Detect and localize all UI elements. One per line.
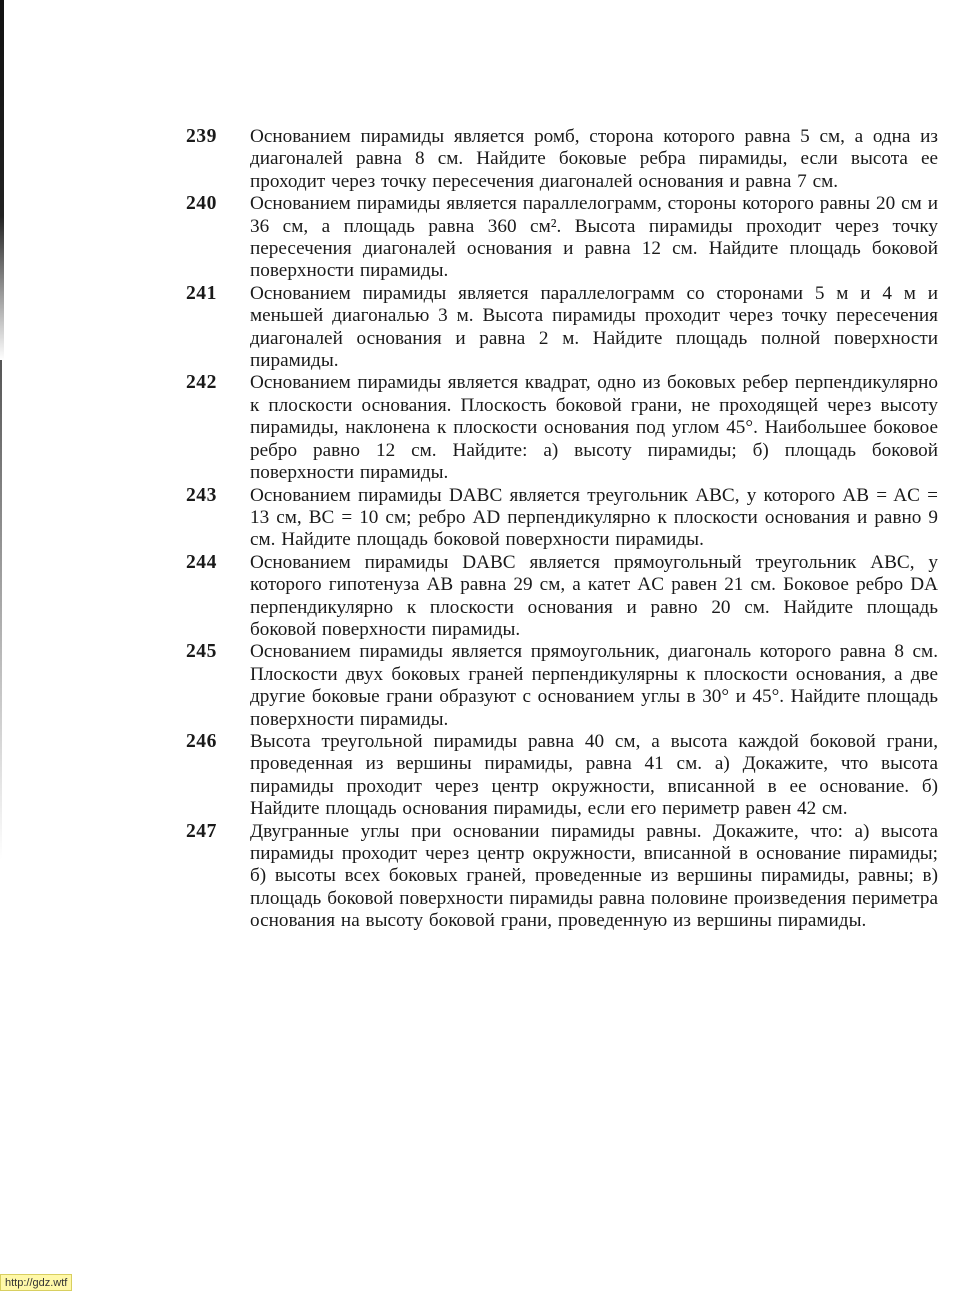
problem-number: 240	[186, 193, 217, 215]
problem-text: Основанием пирамиды является прямоугольник, диагональ которого равна 8 см. Плоскости двух боковых граней перпендикулярны к плоскости основания, а две другие боковые грани образуют с основанием углы в 30° и 45°. Найдите площадь поверхности пирамиды.	[250, 641, 938, 730]
problem-item	[186, 821, 938, 933]
problem-number: 242	[186, 372, 217, 394]
problem-item	[186, 552, 938, 642]
problem-text: Основанием пирамиды является квадрат, одно из боковых ребер перпендикулярно к плоскости основания. Плоскость боковой грани, не проходящей через высоту пирамиды, наклонена к плоскости основания под углом 45°. Наибольшее боковое ребро равно 12 см. Найдите: а) высоту пирамиды; б) площадь боковой поверхности пирамиды.	[250, 372, 938, 484]
problem-number: 245	[186, 641, 217, 663]
problem-text: Основанием пирамиды является параллелограмм со сторонами 5 м и 4 м и меньшей диагональю 3 м. Высота пирамиды проходит через точку пересечения диагоналей основания и равна 2 м. Найдите площадь полной поверхности пирамиды.	[250, 282, 938, 372]
problem-item	[186, 372, 938, 484]
problem-text: Основанием пирамиды является параллелограмм, стороны которого равны 20 см и 36 см, а площадь равна 360 см². Высота пирамиды проходит через точку пересечения диагоналей основания и равна 12 см. Найдите площадь боковой поверхности пирамиды.	[250, 193, 938, 282]
problem-text: Двугранные углы при основании пирамиды равны. Докажите, что: а) высота пирамиды проходит через центр окружности, вписанной в основание пирамиды; б) высоты всех боковых граней, проведенные из вершины пирамиды, равны; в) площадь боковой поверхности пирамиды равна половине произведения периметра основания на высоту боковой грани, проведенную из вершины пирамиды.	[250, 820, 938, 932]
watermark-link[interactable]: http://gdz.wtf	[0, 1274, 72, 1291]
problem-text: Высота треугольной пирамиды равна 40 см, а высота каждой боковой грани, проведенная из вершины пирамиды, равна 41 см. а) Докажите, что высота пирамиды проходит через центр окружности, вписанной в ее основание. б) Найдите площадь основания пирамиды, если его периметр равен 42 см.	[250, 730, 938, 820]
problem-list	[186, 126, 938, 933]
problem-item	[186, 283, 938, 373]
scan-edge-shadow	[0, 0, 4, 360]
problem-text: Основанием пирамиды является ромб, сторона которого равна 5 см, а одна из диагоналей равна 8 см. Найдите боковые ребра пирамиды, если высота ее проходит через точку пересечения диагоналей основания и равна 7 см.	[250, 126, 938, 192]
problem-item	[186, 193, 938, 283]
problem-item	[186, 126, 938, 193]
problem-number: 239	[186, 126, 217, 147]
problem-number: 247	[186, 820, 217, 842]
problem-text: Основанием пирамиды DABC является прямоугольный треугольник ABC, у которого гипотенуза AB равна 29 см, а катет AC равен 21 см. Боковое ребро DA перпендикулярно к плоскости основания и равно 20 см. Найдите площадь боковой поверхности пирамиды.	[250, 551, 938, 640]
problem-item	[186, 641, 938, 731]
problem-number: 243	[186, 484, 217, 506]
scan-edge-shadow-lower	[0, 360, 2, 860]
problem-number: 241	[186, 282, 217, 304]
problem-item	[186, 731, 938, 821]
problem-number: 246	[186, 730, 217, 752]
problem-number: 244	[186, 551, 217, 573]
problem-text: Основанием пирамиды DABC является треугольник ABC, у которого AB = AC = 13 см, BC = 10 см; ребро AD перпендикулярно к плоскости основания и равно 9 см. Найдите площадь боковой поверхности пирамиды.	[250, 484, 938, 551]
problem-item	[186, 485, 938, 552]
